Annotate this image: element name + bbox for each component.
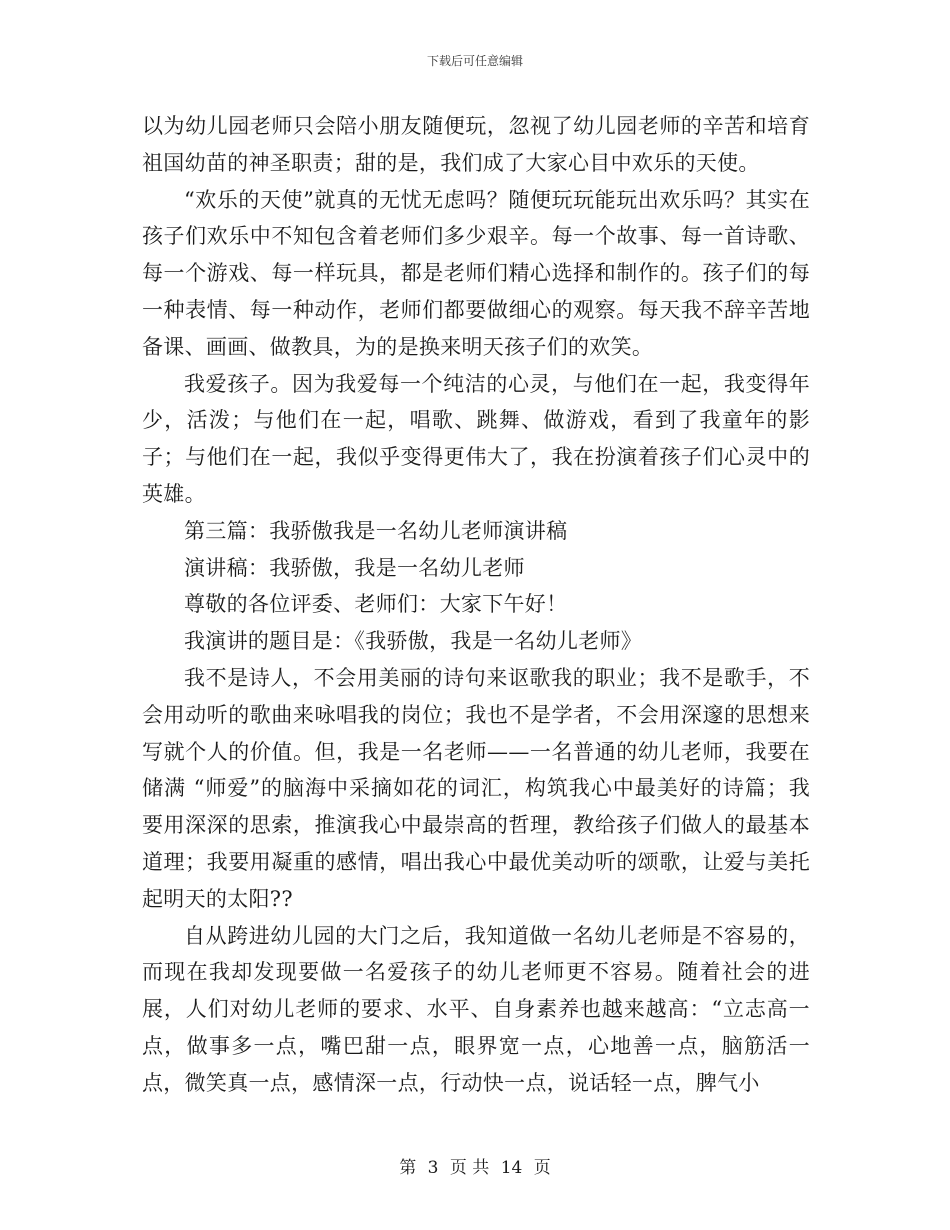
speech-topic: 我演讲的题目是：《我骄傲，我是一名幼儿老师》 [184, 629, 643, 654]
current-page-number: 3 [427, 1158, 439, 1178]
paragraph-8: 我不是诗人，不会用美丽的诗句来讴歌我的职业；我不是歌手，不会用动听的歌曲来咏唱我的岗位；我也不是学者，不会用深邃的思想来写就个人的价值。但，我是一名老师——一名普通的幼儿老师，我要在储满 “师爱”的脑海中采摘如花的词汇，构筑我心中最美好的诗篇；我要用深深的思索，推演我心中最崇高的哲理，教给孩子们做人的最基本道理；我要用凝重的感情，唱出我心中最优美动听的颂歌，让爱与美托起明天的太阳?? [142, 665, 810, 911]
section-title: 第三篇：我骄傲我是一名幼儿老师演讲稿 [184, 518, 568, 543]
paragraph-1: 以为幼儿园老师只会陪小朋友随便玩，忽视了幼儿园老师的辛苦和培育祖国幼苗的神圣职责；甜的是，我们成了大家心目中欢乐的天使。 [142, 114, 810, 175]
footer-suffix: 页 [533, 1158, 551, 1178]
speech-title: 演讲稿：我骄傲，我是一名幼儿老师 [184, 555, 525, 580]
footer-middle: 页 共 [449, 1158, 490, 1178]
document-body [142, 108, 810, 1102]
page-header: 下载后可任意编辑 [426, 54, 523, 68]
greeting: 尊敬的各位评委、老师们：大家下午好！ [184, 592, 568, 617]
page-footer [0, 1153, 950, 1178]
paragraph-9: 自从跨进幼儿园的大门之后，我知道做一名幼儿老师是不容易的，而现在我却发现要做一名爱孩子的幼儿老师更不容易。随着社会的进展，人们对幼儿老师的要求、水平、自身素养也越来越高：“立志高一点，做事多一点，嘴巴甜一点，眼界宽一点，心地善一点，脑筋活一点，微笑真一点，感情深一点，行动快一点，说话轻一点，脾气小 [142, 923, 810, 1095]
paragraph-3: 我爱孩子。因为我爱每一个纯洁的心灵，与他们在一起，我变得年少，活泼；与他们在一起，唱歌、跳舞、做游戏，看到了我童年的影子；与他们在一起，我似乎变得更伟大了，我在扮演着孩子们心灵中的英雄。 [142, 371, 810, 506]
paragraph-2: “欢乐的天使”就真的无忧无虑吗？随便玩玩能玩出欢乐吗？其实在孩子们欢乐中不知包含着老师们多少艰辛。每一个故事、每一首诗歌、每一个游戏、每一样玩具，都是老师们精心选择和制作的。孩子们的每一种表情、每一种动作，老师们都要做细心的观察。每天我不辞辛苦地备课、画画、做教具，为的是换来明天孩子们的欢笑。 [142, 187, 810, 359]
total-page-count: 14 [500, 1158, 523, 1178]
footer-prefix: 第 [399, 1158, 417, 1178]
